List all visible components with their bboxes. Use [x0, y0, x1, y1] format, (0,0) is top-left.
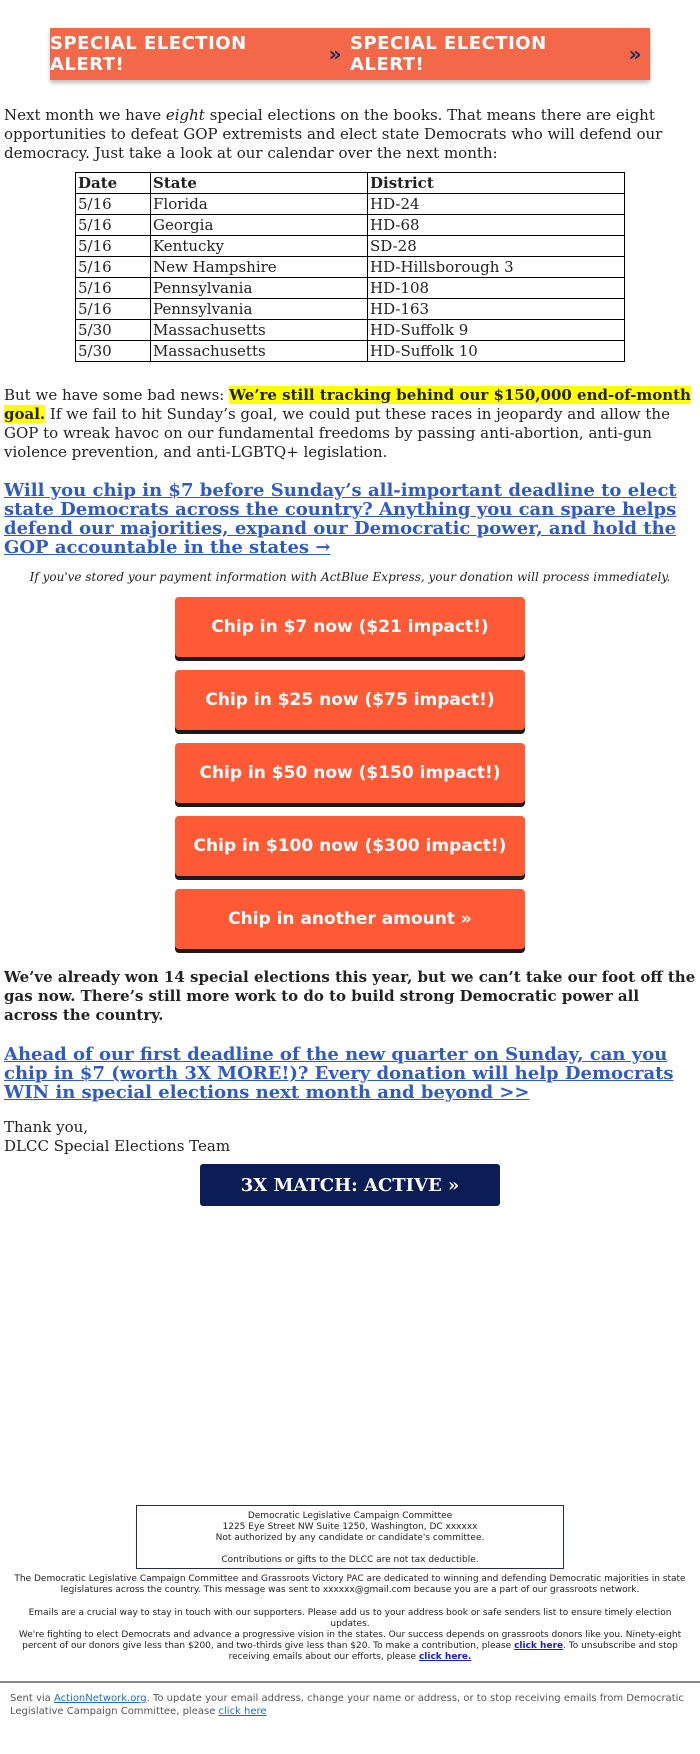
banner-text-2: SPECIAL ELECTION ALERT!: [350, 33, 547, 75]
thank-you-text: Thank you,: [4, 1118, 89, 1136]
intro-paragraph: Next month we have eight special elections on the books. That means there are eight opportunities to defeat GOP extremists and elect state Democrats who will defend our democracy. Just take a look at our calendar over the next month:: [4, 106, 663, 162]
table-row: 5/30 Massachusetts HD-Suffolk 10: [76, 341, 625, 362]
footer-divider: [0, 1681, 700, 1683]
donate-7-button[interactable]: Chip in $7 now ($21 impact!): [175, 597, 525, 657]
actionnetwork-link[interactable]: ActionNetwork.org: [53, 1693, 147, 1704]
authorization-disclaimer: Not authorized by any candidate or candidate's committee.: [215, 1533, 485, 1543]
contribute-link[interactable]: click here: [514, 1641, 564, 1651]
disclaimer-box: [136, 1505, 564, 1569]
double-chevron-icon: »: [628, 42, 642, 66]
grassroots-donors-text: We're fighting to elect Democrats and advance a progressive vision in the states. Our success depends on grassroots donors like you. Ninety-eight percent of our donors give less than $200, and two-thirds give less than $20. To make a contribution, please click here. To unsubscribe and stop receiving emails about our efforts, please click here.: [18, 1630, 682, 1662]
team-name: DLCC Special Elections Team: [4, 1137, 231, 1155]
donate-50-button[interactable]: Chip in $50 now ($150 impact!): [175, 743, 525, 803]
email-safe-senders-text: Emails are a crucial way to stay in touch with our supporters. Please add us to your address book or safe senders list to ensure timely election updates.: [28, 1608, 672, 1629]
signoff: [4, 1118, 230, 1156]
highlighted-goal-text: We’re still tracking behind our $150,000 end-of-month goal.: [4, 386, 691, 423]
table-row: 5/16 Florida HD-24: [76, 194, 625, 215]
banner-text-1: SPECIAL ELECTION ALERT!: [50, 33, 247, 75]
table-row: 5/30 Massachusetts HD-Suffolk 9: [76, 320, 625, 341]
table-row: 5/16 Pennsylvania HD-108: [76, 278, 625, 299]
double-chevron-icon: »: [328, 42, 342, 66]
org-name: Democratic Legislative Campaign Committee: [247, 1511, 453, 1521]
table-row: 5/16 Pennsylvania HD-163: [76, 299, 625, 320]
column-header-district: District: [368, 173, 625, 194]
actblue-express-note: If you've stored your payment information with ActBlue Express, your donation will process immediately.: [29, 570, 671, 584]
column-header-date: Date: [76, 173, 151, 194]
table-row: 5/16 Kentucky SD-28: [76, 236, 625, 257]
special-election-alert-banner: [50, 28, 650, 80]
donate-other-amount-button[interactable]: Chip in another amount »: [175, 889, 525, 949]
org-address: 1225 Eye Street NW Suite 1250, Washington, DC xxxxxx: [222, 1522, 478, 1532]
donate-25-button[interactable]: Chip in $25 now ($75 impact!): [175, 670, 525, 730]
donate-100-button[interactable]: Chip in $100 now ($300 impact!): [175, 816, 525, 876]
table-row: 5/16 Georgia HD-68: [76, 215, 625, 236]
tax-disclaimer: Contributions or gifts to the DLCC are not tax deductible.: [221, 1555, 479, 1565]
election-calendar-table: [75, 172, 625, 362]
chip-in-cta-link[interactable]: Will you chip in $7 before Sunday’s all-important deadline to elect state Democrats across the country? Anything you can spare helps defend our majorities, expand our Democratic power, and hold the GOP accountable in the states →: [4, 480, 677, 558]
bad-news-paragraph: But we have some bad news: We’re still tracking behind our $150,000 end-of-month goal. If we fail to hit Sunday’s goal, we could put these races in jeopardy and allow the GOP to wreak havoc on our fundamental freedoms by passing anti-abortion, anti-gun violence prevention, and anti-LGBTQ+ legislation.: [4, 386, 691, 461]
column-header-state: State: [151, 173, 368, 194]
table-row: 5/16 New Hampshire HD-Hillsborough 3: [76, 257, 625, 278]
deadline-cta-link[interactable]: Ahead of our first deadline of the new quarter on Sunday, can you chip in $7 (worth 3X MORE!)? Every donation will help Democrats WIN in special elections next month and beyond >>: [4, 1044, 674, 1103]
update-preferences-link[interactable]: click here: [218, 1706, 267, 1717]
unsubscribe-link[interactable]: click here.: [418, 1652, 472, 1662]
match-active-button[interactable]: 3X MATCH: ACTIVE »: [200, 1164, 500, 1206]
sent-via-text: Sent via ActionNetwork.org. To update your email address, change your name or address, or to stop receiving emails from Democratic Legislative Campaign Committee, please click here: [10, 1693, 684, 1717]
special-elections-won-paragraph: We’ve already won 14 special elections this year, but we can’t take our foot off the gas now. There’s still more work to do to build strong Democratic power all across the country.: [4, 968, 696, 1024]
table-header-row: [76, 173, 625, 194]
mission-text: The Democratic Legislative Campaign Committee and Grassroots Victory PAC are dedicated to winning and defending Democratic majorities in state legislatures across the country. This message was sent to xxxxxx@gmail.com because you are a part of our grassroots network.: [14, 1574, 686, 1595]
